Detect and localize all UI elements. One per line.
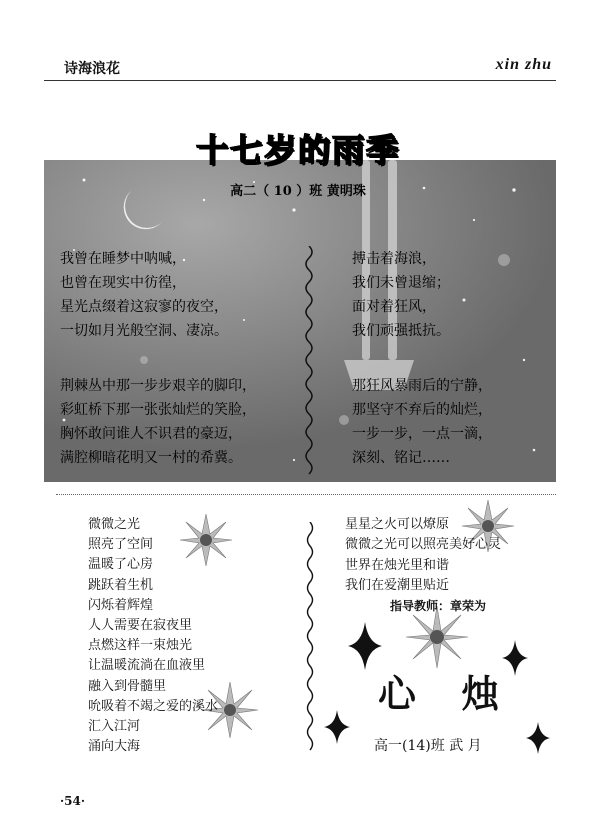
poem-line: 荆棘丛中那一步步艰辛的脚印， [60, 378, 256, 394]
poem-line: 微微之光可以照亮美好心灵 [345, 537, 502, 553]
poem-line: 彩虹桥下那一张张灿烂的笑脸， [60, 402, 256, 418]
page-number: ·54· [60, 794, 86, 808]
poem-line: 涌向大海 [88, 739, 141, 755]
poem-line: 那坚守不弃后的灿烂， [352, 402, 492, 418]
poem-title: 十七岁的雨季 [195, 131, 400, 169]
poem-line: 吮吸着不竭之爱的溪水 [88, 698, 219, 714]
poem-line: 世界在烛光里和谐 [345, 557, 450, 573]
poem-line: 面对着狂风， [352, 299, 436, 315]
poem-line: 那狂风暴雨后的宁静， [352, 378, 492, 394]
section-title: 诗海浪花 [64, 61, 120, 77]
poem-line: 一步一步，一点一滴， [352, 426, 492, 442]
four-point-star-icon [324, 710, 350, 744]
section-pinyin: xin zhu [495, 56, 552, 73]
poem-line: 闪烁着辉煌 [88, 597, 154, 613]
stanza-4 [352, 374, 492, 470]
poem-line: 也曾在现实中彷徨， [60, 275, 186, 291]
poem-line: 跳跃着生机 [88, 577, 154, 593]
poem-line: 一切如月光般空洞、凄凉。 [60, 323, 228, 339]
poem-line: 我们在爱潮里贴近 [345, 578, 450, 594]
poem-line: 微微之光 [88, 517, 141, 532]
section-divider [56, 494, 556, 495]
poem-line: 深刻、铭记…… [352, 450, 450, 466]
poem-line: 胸怀敢问谁人不识君的豪迈， [60, 426, 242, 442]
candle-poem-title: 心 烛 [378, 671, 516, 716]
stanza-3 [352, 247, 450, 343]
poem-line: 点燃这样一束烛光 [88, 638, 193, 654]
stanza-2 [60, 374, 256, 470]
poem-line: 温暖了心房 [88, 557, 154, 573]
poem-line: 人人需要在寂夜里 [88, 618, 193, 634]
candle-poem-right-column [345, 515, 501, 597]
poem-line: 让温暖流淌在血液里 [88, 658, 206, 674]
header-divider [44, 80, 556, 81]
candle-poem-left-column [88, 515, 218, 757]
candle-poem-author: 高一(14)班 武 月 [374, 738, 482, 754]
poem-line: 汇入江河 [88, 719, 141, 735]
four-point-star-icon [526, 722, 550, 754]
poem-line: 我们顽强抵抗。 [352, 323, 450, 339]
stanza-1 [60, 247, 228, 343]
poem-line: 我们未曾退缩； [352, 275, 450, 291]
poem-line: 照亮了空间 [88, 537, 154, 553]
poem-line: 星星之火可以燎原 [345, 517, 450, 532]
wavy-column-divider [302, 246, 316, 476]
wavy-column-divider [305, 522, 315, 752]
poem-line: 星光点缀着这寂寥的夜空， [60, 299, 228, 315]
poem-author: 高二（ 10 ）班 黄明珠 [230, 184, 366, 199]
poem-line: 融入到骨髓里 [88, 678, 167, 694]
poem-line: 满腔柳暗花明又一村的希冀。 [60, 450, 242, 466]
poem-line: 搏击着海浪， [352, 251, 436, 267]
teacher-credit: 指导教师：章荣为 [390, 599, 487, 613]
four-point-star-icon [348, 622, 382, 670]
poem-line: 我曾在睡梦中呐喊， [60, 251, 186, 267]
